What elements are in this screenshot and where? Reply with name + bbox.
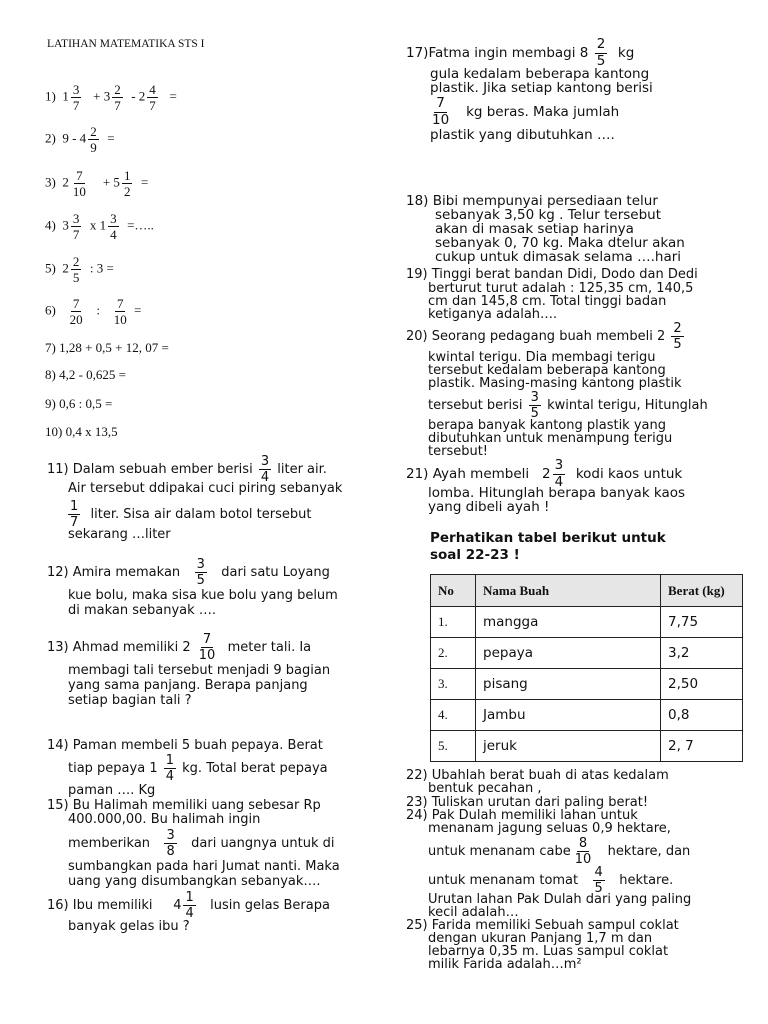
- table-cell: 4.: [431, 700, 476, 731]
- question-20-line-7: dibutuhkan untuk menampung terigu: [428, 431, 673, 446]
- table-cell: jeruk: [476, 731, 661, 762]
- question-25: 25) Farida memiliki Sebuah sampul coklat: [406, 918, 679, 933]
- table-cell: 3,2: [661, 638, 743, 669]
- table-cell: 3.: [431, 669, 476, 700]
- question-9: 9) 0,6 : 0,5 =: [45, 396, 113, 411]
- question-19-line-3: cm dan 145,8 cm. Total tinggi badan: [428, 294, 667, 309]
- question-1: 1) 1 $\frac{3}{7}$ + 3 $\frac{2}{7}$ - 2 $\frac{4}{7}$ =: [45, 82, 177, 113]
- table-row: [431, 638, 743, 669]
- question-22-line-2: bentuk pecahan ,: [428, 781, 542, 796]
- question-2: 2) 9 - 4 $\frac{2}{9}$ =: [45, 124, 115, 155]
- question-11: 11) Dalam sebuah ember berisi $\frac{3}{4}$ liter air.: [47, 454, 327, 485]
- table-heading-line-2: soal 22-23 !: [430, 547, 520, 563]
- table-cell: 2, 7: [661, 731, 743, 762]
- table-header-name: Nama Buah: [476, 575, 661, 607]
- question-17-line-5: plastik yang dibutuhkan ….: [430, 127, 615, 143]
- question-6: 6) $\frac{7}{20}$ : $\frac{7}{10}$ =: [45, 296, 142, 327]
- question-20-line-5: tersebut berisi $\frac{3}{5}$ kwintal terigu, Hitunglah: [428, 390, 708, 421]
- question-15-line-3: memberikan $\frac{3}{8}$ dari uangnya untuk di: [68, 828, 335, 859]
- table-row: [431, 700, 743, 731]
- question-7: 7) 1,28 + 0,5 + 12, 07 =: [45, 340, 169, 355]
- question-24-line-3: untuk menanam cabe $\frac{8}{10}$ hektare, dan: [428, 836, 691, 867]
- question-12: 12) Amira memakan $\frac{3}{5}$ dari satu Loyang: [47, 557, 330, 588]
- table-cell: 1.: [431, 607, 476, 638]
- question-18-line-2: sebanyak 3,50 kg . Telur tersebut: [435, 207, 662, 223]
- question-25-line-4: milik Farida adalah…m²: [428, 957, 582, 972]
- question-14-line-2: tiap pepaya 1 $\frac{1}{4}$ kg. Total berat pepaya: [68, 753, 328, 784]
- question-11-line-3: $\frac{1}{7}$ liter. Sisa air dalam botol tersebut: [70, 499, 312, 530]
- table-cell: Jambu: [476, 700, 661, 731]
- question-5: 5) 2 $\frac{2}{5}$ : 3 =: [45, 254, 114, 285]
- question-22: 22) Ubahlah berat buah di atas kedalam: [406, 768, 669, 783]
- question-19-line-4: ketiganya adalah….: [428, 307, 558, 322]
- question-17: 17)Fatma ingin membagi 8 $\frac{2}{5}$ kg: [406, 36, 635, 69]
- question-25-line-2: dengan ukuran Panjang 1,7 m dan: [428, 931, 653, 946]
- question-14: 14) Paman membeli 5 buah pepaya. Berat: [47, 738, 323, 753]
- question-23: 23) Tuliskan urutan dari paling berat!: [406, 795, 649, 810]
- question-14-line-3: paman …. Kg: [68, 783, 156, 798]
- table-cell: 5.: [431, 731, 476, 762]
- question-18-line-3: akan di masak setiap harinya: [435, 221, 634, 237]
- question-13: 13) Ahmad memiliki 2 $\frac{7}{10}$ meter tali. Ia: [47, 632, 312, 663]
- question-19-line-2: berturut turut adalah : 125,35 cm, 140,5: [428, 281, 694, 296]
- question-11-line-4: sekarang …liter: [68, 527, 171, 542]
- table-cell: 0,8: [661, 700, 743, 731]
- question-24: 24) Pak Dulah memiliki lahan untuk: [406, 808, 638, 823]
- question-16-line-2: banyak gelas ibu ?: [68, 919, 190, 934]
- question-24-line-6: kecil adalah…: [428, 905, 519, 920]
- question-15: 15) Bu Halimah memiliki uang sebesar Rp: [47, 798, 321, 813]
- question-17-line-4: $\frac{7}{10}$ kg beras. Maka jumlah: [432, 95, 620, 128]
- question-19: 19) Tinggi berat bandan Didi, Dodo dan Dedi: [406, 267, 698, 282]
- question-20-line-2: kwintal terigu. Dia membagi terigu: [428, 350, 656, 365]
- question-25-line-3: lebarnya 0,35 m. Luas sampul coklat: [428, 944, 669, 959]
- question-21-line-3: yang dibeli ayah !: [428, 499, 550, 515]
- question-16: 16) Ibu memiliki 4 $\frac{1}{4}$ lusin gelas Berapa: [47, 890, 330, 921]
- question-18-line-4: sebanyak 0, 70 kg. Maka dtelur akan: [435, 235, 685, 251]
- fruit-weight-table: [430, 574, 743, 762]
- question-20: 20) Seorang pedagang buah membeli 2 $\frac{2}{5}$: [406, 321, 682, 352]
- table-cell: mangga: [476, 607, 661, 638]
- question-21: 21) Ayah membeli 2 $\frac{3}{4}$ kodi kaos untuk: [406, 457, 683, 490]
- table-cell: pisang: [476, 669, 661, 700]
- question-15-line-4: sumbangkan pada hari Jumat nanti. Maka: [68, 859, 340, 874]
- question-13-line-4: setiap bagian tali ?: [68, 693, 192, 708]
- table-cell: 2.: [431, 638, 476, 669]
- question-11-line-2: Air tersebut ddipakai cuci piring sebanyak: [68, 481, 343, 496]
- question-10: 10) 0,4 x 13,5: [45, 424, 118, 439]
- question-13-line-2: membagi tali tersebut menjadi 9 bagian: [68, 663, 331, 678]
- question-24-line-5: Urutan lahan Pak Dulah dari yang paling: [428, 892, 692, 907]
- table-row: [431, 607, 743, 638]
- table-row: [431, 669, 743, 700]
- question-13-line-3: yang sama panjang. Berapa panjang: [68, 678, 308, 693]
- question-17-line-3: plastik. Jika setiap kantong berisi: [430, 80, 653, 96]
- question-20-line-3: tersebut kedalam beberapa kantong: [428, 363, 666, 378]
- table-row: [431, 731, 743, 762]
- table-cell: pepaya: [476, 638, 661, 669]
- table-heading: Perhatikan tabel berikut untuk: [430, 530, 666, 546]
- question-15-line-5: uang yang disumbangkan sebanyak….: [68, 874, 321, 889]
- table-cell: 7,75: [661, 607, 743, 638]
- page-title: LATIHAN MATEMATIKA STS I: [47, 38, 205, 50]
- question-18-line-5: cukup untuk dimasak selama ….hari: [435, 249, 682, 265]
- question-24-line-4: untuk menanam tomat $\frac{4}{5}$ hektare.: [428, 865, 674, 896]
- question-12-line-2: kue bolu, maka sisa kue bolu yang belum: [68, 588, 338, 603]
- question-3: 3) 2 $\frac{7}{10}$ + 5 $\frac{1}{2}$ =: [45, 168, 149, 199]
- question-4: 4) 3 $\frac{3}{7}$ x 1 $\frac{3}{4}$ =…..: [45, 211, 154, 242]
- table-cell: 2,50: [661, 669, 743, 700]
- question-12-line-3: di makan sebanyak ….: [68, 603, 216, 618]
- question-24-line-2: menanam jagung seluas 0,9 hektare,: [428, 821, 671, 836]
- table-header-weight: Berat (kg): [661, 575, 743, 607]
- question-20-line-4: plastik. Masing-masing kantong plastik: [428, 376, 682, 391]
- question-8: 8) 4,2 - 0,625 =: [45, 367, 126, 382]
- question-20-line-8: tersebut!: [428, 444, 489, 459]
- question-20-line-6: berapa banyak kantong plastik yang: [428, 418, 666, 433]
- question-18: 18) Bibi mempunyai persediaan telur: [406, 193, 658, 209]
- question-17-line-2: gula kedalam beberapa kantong: [430, 66, 650, 82]
- table-header-no: No: [431, 575, 476, 607]
- question-21-line-2: lomba. Hitunglah berapa banyak kaos: [428, 485, 686, 501]
- question-15-line-2: 400.000,00. Bu halimah ingin: [68, 812, 261, 827]
